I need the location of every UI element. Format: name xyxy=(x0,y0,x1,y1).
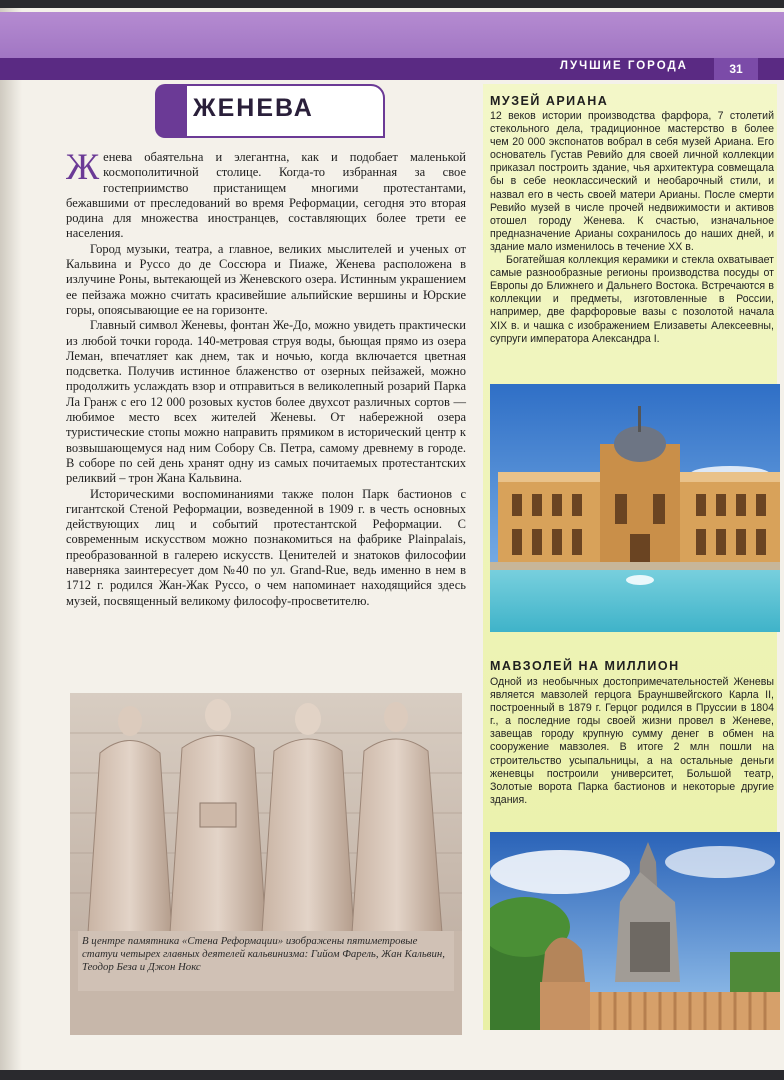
title-accent xyxy=(155,84,189,138)
article-body xyxy=(66,147,466,609)
ariana-paragraph: Богатейшая коллекция керамики и стекла охватывает самые разнообразные регионы производства посуды от Европы до Ближнего и Дальнего Востока. Встречаются в коллекции и предметы, изготовленные в России, например, две фарфоровые вазы с позолотой начала XIX в. и чашка с изображением Елизаветы Алексеевны, супруги императора Александра I. xyxy=(490,254,774,345)
page-gutter xyxy=(0,8,22,1070)
article-title-block xyxy=(155,84,385,138)
dropcap: Ж xyxy=(66,147,100,188)
photo-caption: В центре памятника «Стена Реформации» изображены пятиметровые статуи четырех главных деятелей кальвинизма: Гийом Фарель, Жан Кальвин, Теодор Беза и Джон Нокс xyxy=(82,935,445,973)
section-title: ЛУЧШИЕ ГОРОДА xyxy=(559,60,688,72)
brunswick-mausoleum-photo xyxy=(490,832,780,1030)
ariana-title: МУЗЕЙ АРИАНА xyxy=(490,94,609,108)
ariana-text xyxy=(490,110,774,346)
ariana-museum-photo xyxy=(490,384,780,632)
mausoleum-paragraph: Одной из необычных достопримечательностей Женевы является мавзолей герцога Брауншвейгского Карла II, построенный в 1879 г. Герцог родился в Пруссии в 1804 г., а последние годы своей жизни провел в Женеве, завещав городу крупную сумму денег в обмен на сооружение мавзолея. В итоге 2 млн пошли на строительство усыпальницы, а на остальные деньги женевцы построили университет, Большой театр, Золотые ворота Парка бастионов и некоторые другие здания. xyxy=(490,676,774,806)
mausoleum-text xyxy=(490,676,774,807)
mausoleum-title: МАВЗОЛЕЙ НА МИЛЛИОН xyxy=(490,659,680,673)
page-number: 31 xyxy=(714,58,758,80)
ariana-paragraph: 12 веков истории производства фарфора, 7 столетий стекольного дела, традиционное мастерство в более чем 20 000 экспонатов вобрал в себя музей Ариана. Его основатель Густав Ревийо для своей личной коллекции приказал построить здание, чья архитектура совмещала бы в себе неоклассический и необарочный стили, и назвал его в честь своей матери Арианы. После смерти Ревийо музей в числе прочей недвижимости и активов отошел городу Женева. К счастью, изначальное предназначение Арианы сохранилось до наших дней, и здание мало изменилось в течение XX в. xyxy=(490,110,774,253)
article-paragraph: Главный символ Женевы, фонтан Же-До, можно увидеть практически из любой точки города. 140-метровая струя воды, бьющая прямо из озера Леман, впечатляет как днем, так и ночью, когда включается цветная подсветка. Получив истинное блаженство от озерных пейзажей, можно продолжить услаждать взор и отправиться в великолепный розарий Парка Ла Гранж с его 12 000 розовых кустов более двухсот различных сортов — любимое место всех жителей Женевы. От набережной озера туристические стопы можно направить прямиком в исторический центр к возвышающемуся над ним Собору Св. Петра, самому древнему в городе. В соборе по сей день хранят одну из самых почитаемых протестантских реликвий – трон Жана Кальвина. xyxy=(66,318,466,486)
article-title: ЖЕНЕВА xyxy=(193,94,314,122)
reformation-wall-photo xyxy=(70,693,462,1035)
article-paragraph: Город музыки, театра, а главное, великих мыслителей и ученых от Кальвина и Руссо до де Соссюра и Пиаже, Женева расположена в излучине Роны, вытекающей из Женевского озера. Истинным украшением ее пейзажа можно считать красивейшие альпийские вершины и Юрские горы, опоясывающие ее на горизонте. xyxy=(66,241,466,317)
article-paragraph: Историческими воспоминаниями также полон Парк бастионов с гигантской Стеной Реформации, возведенной в 1909 г. в честь основных действующих лиц и событий протестантской Реформации. С современным искусством можно познакомиться на фабрике Plainpalais, преобразованной в галерею искусств. Ценителей и знатоков философии наверняка заинтересует дом №40 по ул. Grand-Rue, ведь именно в нем в 1712 г. родился Жан-Жак Руссо, о чем напоминает находящийся здесь музей, посвященный великому философу-просветителю. xyxy=(66,486,466,608)
article-paragraph: Женева обаятельна и элегантна, как и подобает маленькой космополитичной столице. Когда-то избранная за свое гостеприимство пристанищем многими протестантами, бежавшими от преследований во время Реформации, сегодня это вторая родина для множества иностранцев, составляющих более трети ее населения. xyxy=(66,147,466,241)
